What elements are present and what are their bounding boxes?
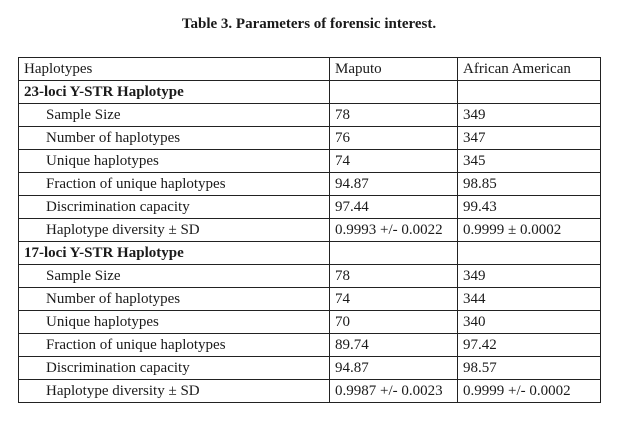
african-american-value: 97.42 (458, 334, 601, 357)
table-row (19, 127, 601, 150)
african-american-value: 344 (458, 288, 601, 311)
african-american-value: 345 (458, 150, 601, 173)
table-row (19, 380, 601, 403)
african-american-value: 340 (458, 311, 601, 334)
maputo-value: 74 (330, 150, 458, 173)
table-row (19, 311, 601, 334)
maputo-value: 70 (330, 311, 458, 334)
maputo-value: 76 (330, 127, 458, 150)
maputo-value: 78 (330, 265, 458, 288)
row-label: Unique haplotypes (19, 150, 330, 173)
table-row (19, 334, 601, 357)
maputo-value: 94.87 (330, 357, 458, 380)
row-label: Fraction of unique haplotypes (19, 173, 330, 196)
row-label: Unique haplotypes (19, 311, 330, 334)
african-american-value: 347 (458, 127, 601, 150)
african-american-value: 0.9999 ± 0.0002 (458, 219, 601, 242)
row-label: Discrimination capacity (19, 196, 330, 219)
empty-cell (458, 242, 601, 265)
header-haplotypes: Haplotypes (19, 58, 330, 81)
maputo-value: 78 (330, 104, 458, 127)
row-label: Fraction of unique haplotypes (19, 334, 330, 357)
header-row (19, 58, 601, 81)
african-american-value: 349 (458, 265, 601, 288)
table-caption: Table 3. Parameters of forensic interest. (181, 16, 437, 32)
row-label: Discrimination capacity (19, 357, 330, 380)
section-row (19, 242, 601, 265)
header-maputo: Maputo (330, 58, 458, 81)
maputo-value: 74 (330, 288, 458, 311)
parameters-table (18, 57, 601, 403)
empty-cell (330, 81, 458, 104)
row-label: Sample Size (19, 104, 330, 127)
table-row (19, 196, 601, 219)
table-row (19, 150, 601, 173)
african-american-value: 349 (458, 104, 601, 127)
african-american-value: 0.9999 +/- 0.0002 (458, 380, 601, 403)
maputo-value: 0.9987 +/- 0.0023 (330, 380, 458, 403)
table-row (19, 219, 601, 242)
empty-cell (458, 81, 601, 104)
section-title: 17-loci Y-STR Haplotype (19, 242, 330, 265)
maputo-value: 0.9993 +/- 0.0022 (330, 219, 458, 242)
table-row (19, 104, 601, 127)
section-title: 23-loci Y-STR Haplotype (19, 81, 330, 104)
row-label: Haplotype diversity ± SD (19, 219, 330, 242)
maputo-value: 97.44 (330, 196, 458, 219)
african-american-value: 98.57 (458, 357, 601, 380)
empty-cell (330, 242, 458, 265)
row-label: Sample Size (19, 265, 330, 288)
row-label: Number of haplotypes (19, 288, 330, 311)
row-label: Haplotype diversity ± SD (19, 380, 330, 403)
maputo-value: 94.87 (330, 173, 458, 196)
maputo-value: 89.74 (330, 334, 458, 357)
header-african-american: African American (458, 58, 601, 81)
table-row (19, 357, 601, 380)
row-label: Number of haplotypes (19, 127, 330, 150)
table-row (19, 288, 601, 311)
african-american-value: 98.85 (458, 173, 601, 196)
table-row (19, 173, 601, 196)
african-american-value: 99.43 (458, 196, 601, 219)
table-row (19, 265, 601, 288)
section-row (19, 81, 601, 104)
